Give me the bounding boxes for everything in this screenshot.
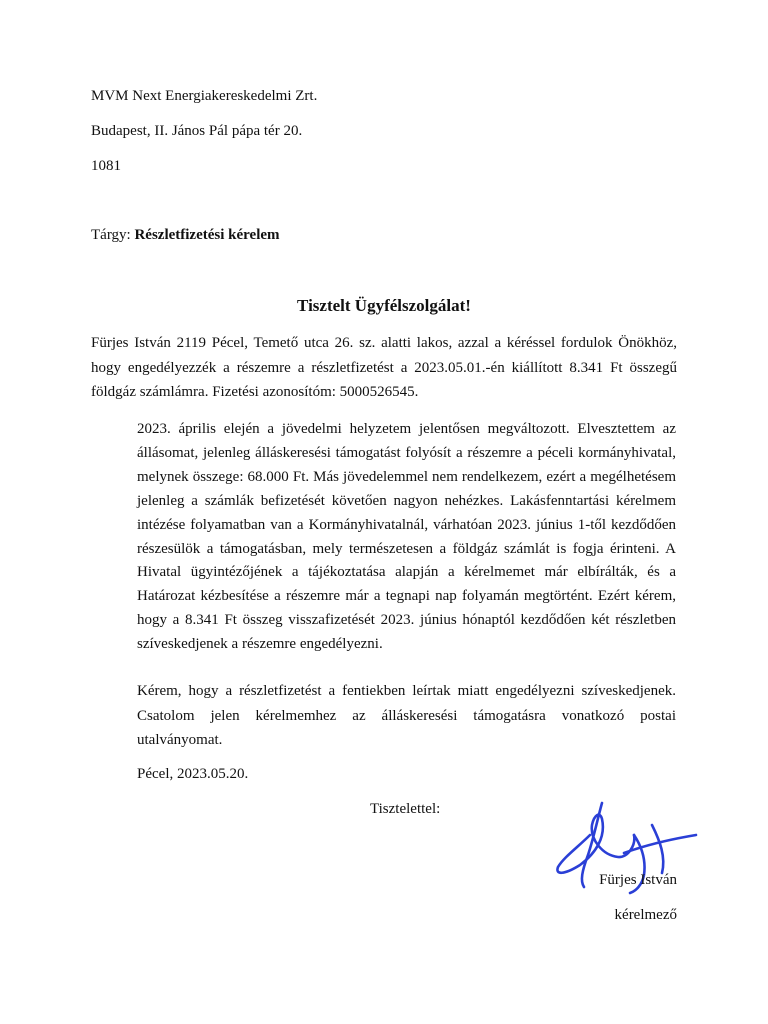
signature-role: kérelmező [614, 907, 677, 923]
body-paragraph-1: 2023. április elején a jövedelmi helyzetem jelentősen megváltozott. Elvesztettem az állásomat, jelenleg álláskeresési támogatást folyósít a részemre a péceli kormányhivatal, melynek összege: 68.000 Ft. Más jövedelemmel nem rendelkezem, ezért a megélhetésem jelenleg a számlák befizetését követően nagyon nehézkes. Lakásfenntartási kérelmem intézése folyamatban van a Kormányhivatalnál, várhatóan 2023. június 1-től kezdődően részesülök a támogatásban, mely természetesen a földgáz számlát is fogja érinteni. A Hivatal ügyintézőjének a tájékoztatása alapján a kérelmemet már elbírálták, és a Határozat kézbesítése a részemre már a tegnapi nap folyamán megtörtént. Ezért kérem, hogy a 8.341 Ft összeg visszafizetését 2023. június hónaptól kezdődően két részletben szíveskedjenek a részemre engedélyezni. [137, 421, 676, 653]
intro-paragraph: Fürjes István 2119 Pécel, Temető utca 26. sz. alatti lakos, azzal a kéréssel fordulok Önökhöz, hogy engedélyezzék a részemre a részletfizetést a 2023.05.01.-én kiállított 8.341 Ft összegű földgáz számlámra. Fizetési azonosítóm: 5000526545. [91, 335, 677, 400]
recipient-postcode: 1081 [91, 158, 121, 174]
place-date: Pécel, 2023.05.20. [137, 766, 249, 782]
subject-text: Részletfizetési kérelem [134, 227, 280, 243]
body-paragraph-2: Kérem, hogy a részletfizetést a fentiekben leírtak miatt engedélyezni szíveskedjenek. Csatolom jelen kérelmemhez az álláskeresési támogatásra vonatkozó postai utalványomat. [137, 683, 676, 748]
salutation: Tisztelt Ügyfélszolgálat! [297, 296, 471, 315]
subject-line [91, 226, 280, 244]
recipient-address: Budapest, II. János Pál pápa tér 20. [91, 123, 303, 139]
signature-name: Fürjes István [599, 872, 677, 888]
closing-phrase: Tisztelettel: [370, 801, 441, 817]
recipient-company: MVM Next Energiakereskedelmi Zrt. [91, 88, 318, 104]
subject-label: Tárgy: [91, 227, 131, 243]
